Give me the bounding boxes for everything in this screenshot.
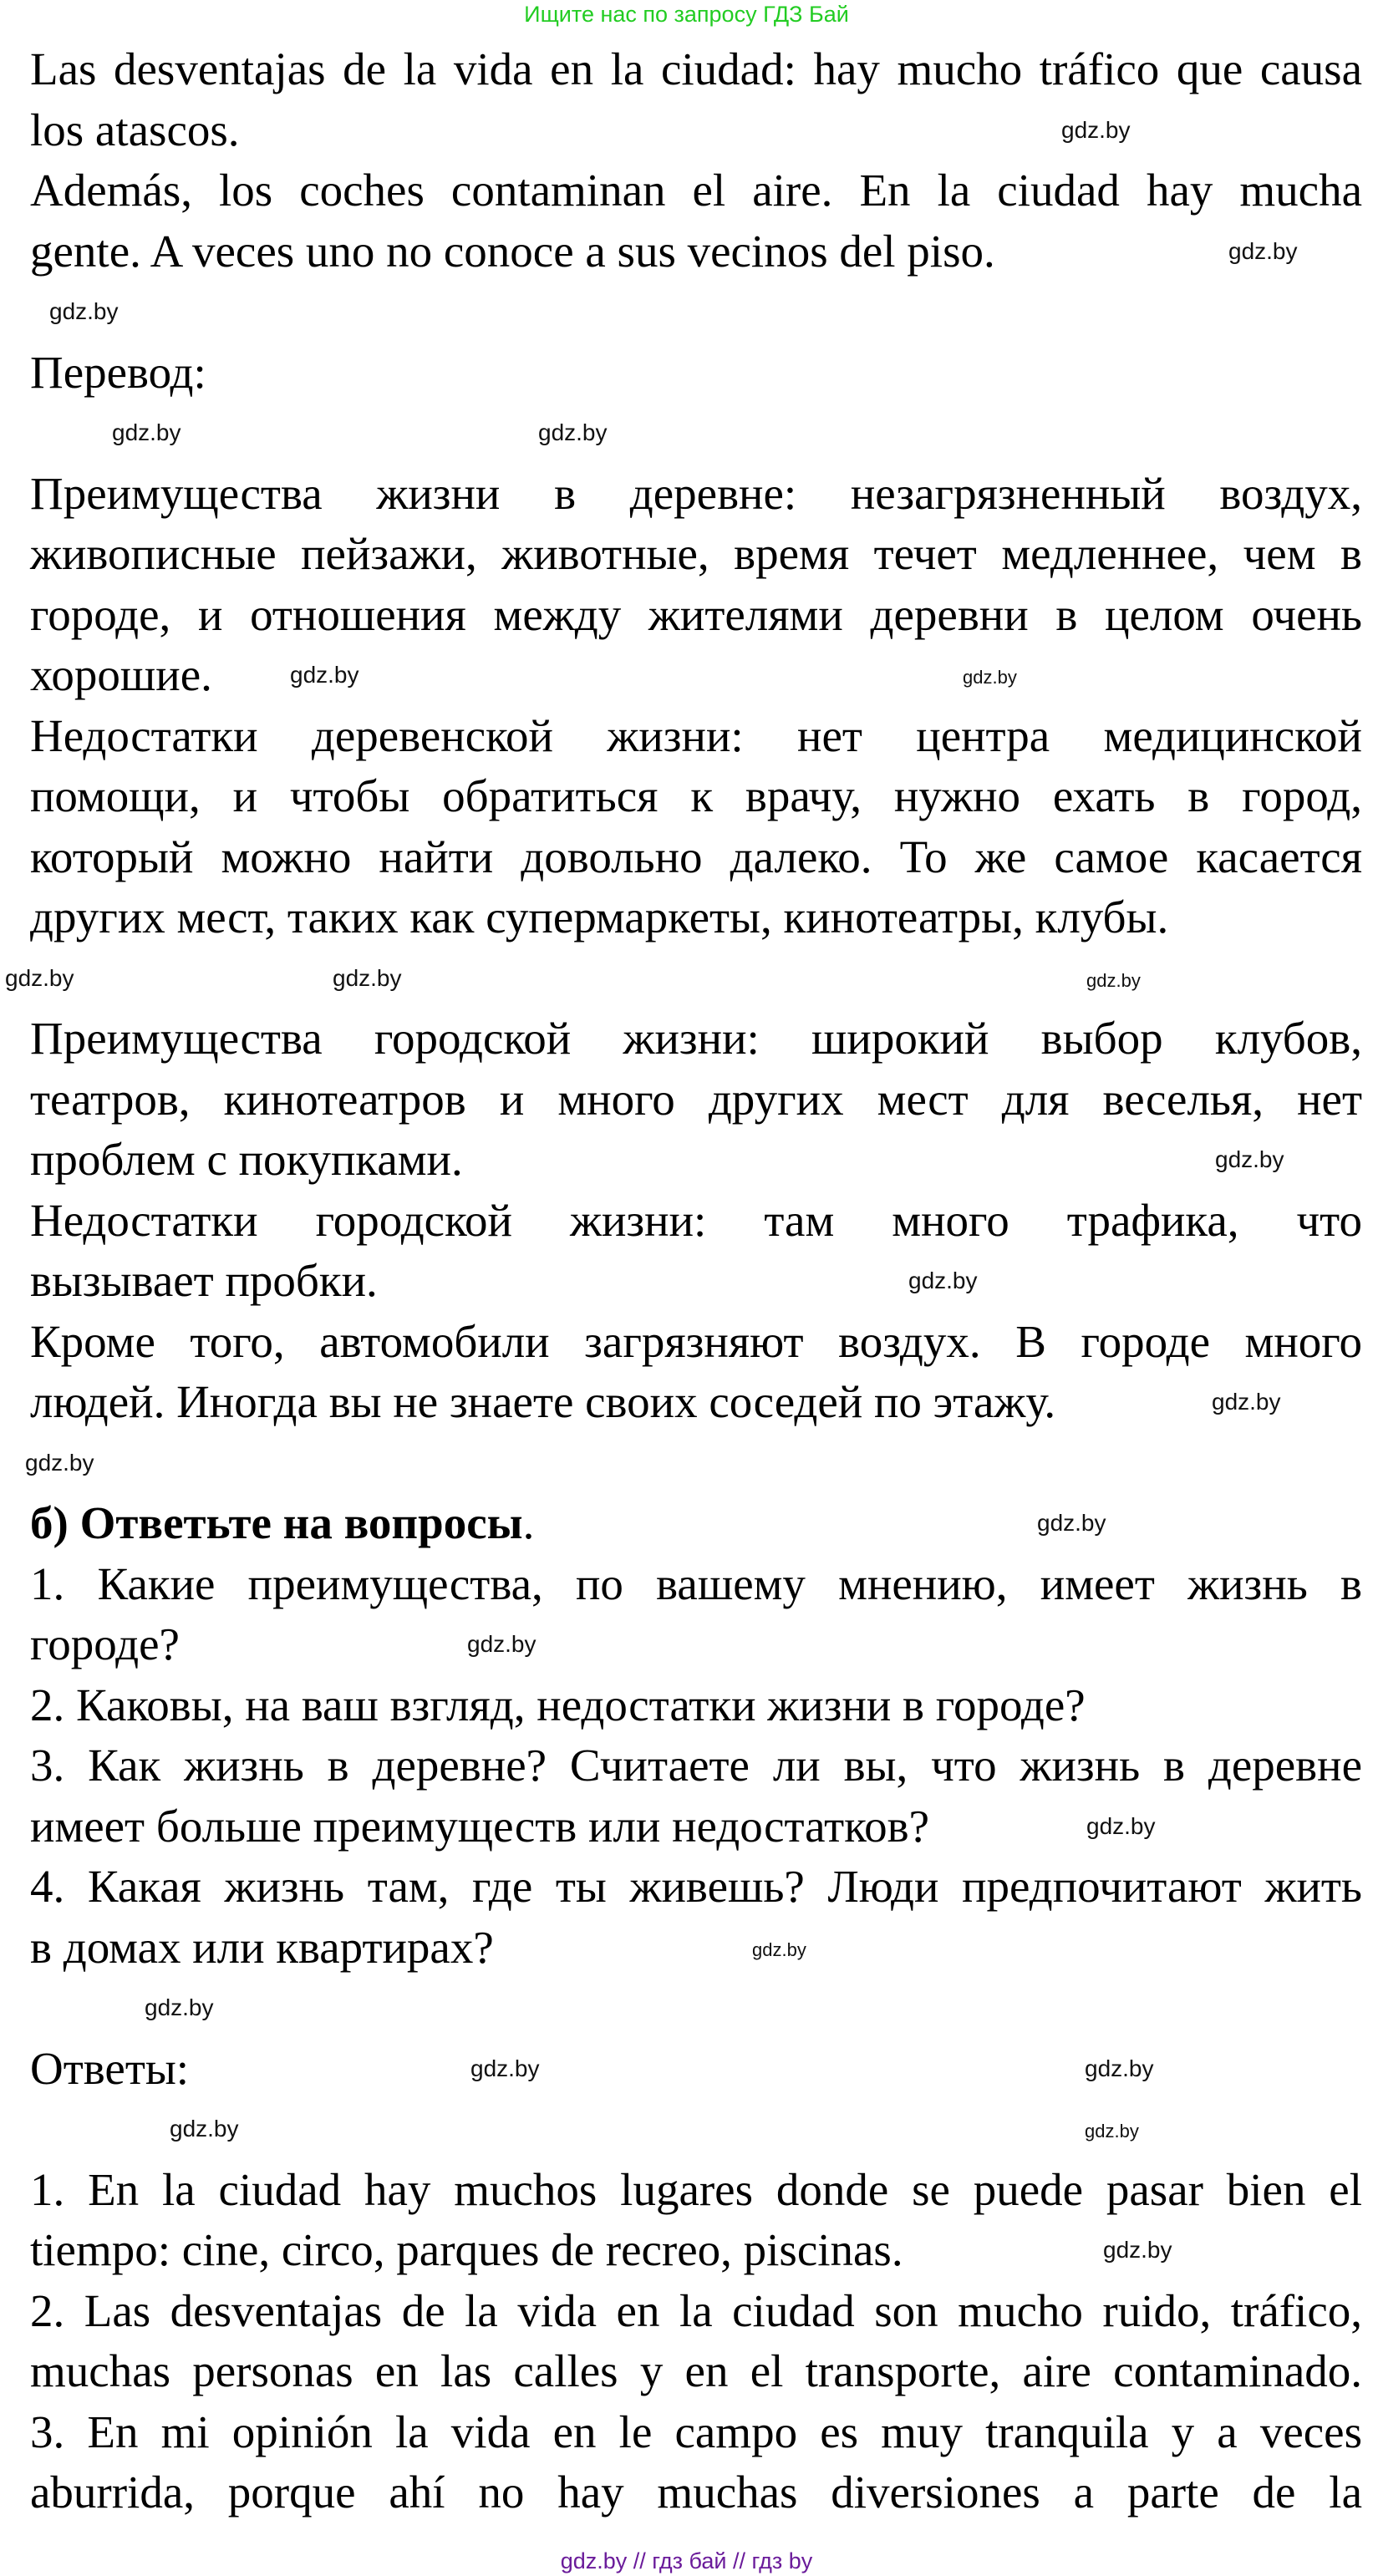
watermark-text: gdz.by — [1086, 1812, 1156, 1839]
text-line: Ответы: — [30, 2042, 190, 2094]
blank-line — [30, 282, 1362, 343]
search-hint-banner: Ищите нас по запросу ГДЗ Бай — [524, 2, 849, 27]
watermark-text: gdz.by — [5, 964, 74, 991]
text-line: 2. Las desventajas de la vida en la ciudad son mucho ruido, tráfico, — [30, 2284, 1362, 2336]
watermark-text: gdz.by — [752, 1938, 806, 1960]
text-line: Недостатки городской жизни: там много трафика, что — [30, 1194, 1362, 1246]
text-line: Недостатки деревенской жизни: нет центра медицинской — [30, 709, 1362, 761]
watermark-text: gdz.by — [170, 2116, 239, 2142]
watermark-text: gdz.by — [1228, 237, 1298, 264]
text-line: театров, кинотеатров и много других мест для веселья, нет — [30, 1073, 1362, 1125]
watermark-text: gdz.by — [1212, 1389, 1281, 1415]
text-line — [30, 1493, 1362, 1554]
text-line: gente. A veces uno no conoce a sus vecinos del piso. — [30, 225, 995, 277]
text-line: живописные пейзажи, животные, время течет медленнее, чем в — [30, 528, 1362, 579]
blank-line — [30, 403, 1362, 464]
text-line: городе, и отношения между жителями деревни в целом очень — [30, 588, 1362, 640]
text-line: Las desventajas de la vida en la ciudad: hay mucho tráfico que causa — [30, 43, 1362, 94]
watermark-text: gdz.by — [49, 298, 119, 324]
text-line: помощи, и чтобы обратиться к врачу, нужно ехать в город, — [30, 770, 1362, 821]
text-line: aburrida, porque ahí no hay muchas diversiones a parte de la — [30, 2467, 1362, 2518]
text-line: вызывает пробки. — [30, 1255, 378, 1306]
text-line: Преимущества жизни в деревне: незагрязненный воздух, — [30, 467, 1362, 519]
text-line: имеет больше преимуществ или недостатков? — [30, 1800, 930, 1852]
document-body — [30, 39, 1362, 2523]
text-line: людей. Иногда вы не знаете своих соседей по этажу. — [30, 1376, 1056, 1427]
text-line: 3. Как жизнь в деревне? Считаете ли вы, что жизнь в деревне — [30, 1740, 1362, 1791]
watermark-text: gdz.by — [1103, 2237, 1172, 2263]
watermark-text: gdz.by — [290, 662, 359, 688]
text-line: 3. En mi opinión la vida en le campo es muy tranquila y a veces — [30, 2406, 1362, 2457]
watermark-text: gdz.by — [25, 1449, 94, 1476]
footer-links: gdz.by // гдз бай // гдз by — [560, 2548, 813, 2573]
watermark-text: gdz.by — [963, 667, 1017, 688]
text-line: 1. En la ciudad hay muchos lugares donde se puede pasar bien el — [30, 2163, 1362, 2215]
heading-punctuation: . — [522, 1497, 535, 1548]
watermark-text: gdz.by — [1085, 2121, 1139, 2142]
watermark-text: gdz.by — [1086, 969, 1141, 991]
watermark-text: gdz.by — [112, 419, 181, 445]
text-line: который можно найти довольно далеко. То же самое касается — [30, 831, 1362, 882]
blank-line — [30, 948, 1362, 1009]
text-line: 1. Какие преимущества, по вашему мнению, имеет жизнь в — [30, 1557, 1362, 1609]
text-line: los atascos. — [30, 104, 240, 155]
watermark-text: gdz.by — [467, 1631, 536, 1657]
text-line: хорошие. — [30, 649, 212, 700]
blank-line — [30, 1433, 1362, 1494]
watermark-text: gdz.by — [908, 1268, 978, 1293]
text-line: проблем с покупками. — [30, 1134, 463, 1185]
text-line: городе? — [30, 1618, 180, 1669]
text-line: Преимущества городской жизни: широкий выбор клубов, — [30, 1013, 1362, 1064]
text-line: в домах или квартирах? — [30, 1921, 494, 1973]
text-line: tiempo: cine, circo, parques de recreo, piscinas. — [30, 2224, 903, 2275]
section-heading: б) Ответьте на вопросы — [30, 1497, 523, 1548]
text-line: Además, los coches contaminan el aire. En la ciudad hay mucha — [30, 165, 1362, 216]
text-line: других мест, таких как супермаркеты, кинотеатры, клубы. — [30, 892, 1169, 943]
watermark-text: gdz.by — [470, 2055, 540, 2081]
watermark-text: gdz.by — [1037, 1510, 1106, 1536]
text-line: 2. Каковы, на ваш взгляд, недостатки жизни в городе? — [30, 1679, 1086, 1730]
watermark-text: gdz.by — [1215, 1146, 1284, 1172]
watermark-text: gdz.by — [538, 419, 608, 445]
watermark-text: gdz.by — [145, 1994, 214, 2020]
watermark-text: gdz.by — [1061, 116, 1131, 143]
text-line: Перевод: — [30, 346, 206, 398]
text-line: muchas personas en las calles y en el transporte, aire contaminado. — [30, 2345, 1362, 2396]
blank-line — [30, 1978, 1362, 2039]
text-line: Кроме того, автомобили загрязняют воздух. В городе много — [30, 1315, 1362, 1367]
text-line: 4. Какая жизнь там, где ты живешь? Люди предпочитают жить — [30, 1861, 1362, 1912]
watermark-text: gdz.by — [1085, 2055, 1154, 2081]
watermark-text: gdz.by — [333, 964, 402, 991]
